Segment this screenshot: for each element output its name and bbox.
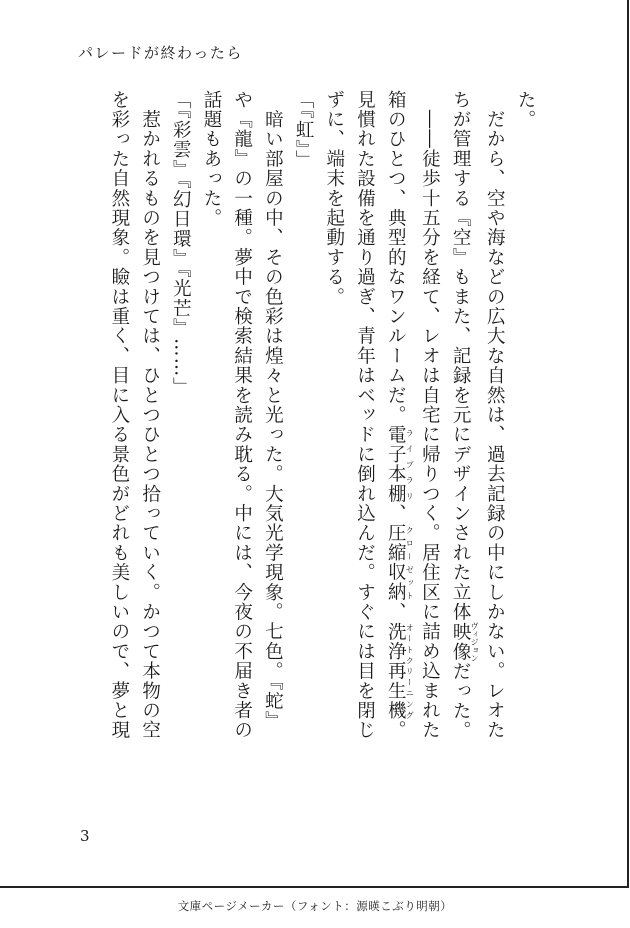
running-header-title: パレードが終わったら	[78, 44, 243, 62]
text-run: 箱のひとつ、典型的なワンルームだ。	[385, 90, 407, 425]
text-line	[257, 90, 288, 810]
text-run: 「『彩雲』『幻日環』『光芒』……」	[170, 90, 192, 398]
text-run: ――徒歩十五分を経て、レオは自宅に帰りつく。居住区に詰め込まれた	[419, 90, 441, 741]
ruby-base: 電子本棚	[385, 424, 407, 504]
text-run: た。	[515, 90, 536, 130]
text-run: 「『虹』」	[293, 90, 315, 170]
ruby-annotation	[385, 621, 415, 721]
text-line	[103, 90, 134, 810]
text-line	[287, 90, 318, 810]
text-run: 、	[385, 503, 407, 524]
ruby-reading: クローゼット	[405, 523, 415, 603]
text-line	[414, 90, 445, 810]
text-run: だった。	[450, 661, 472, 741]
text-line	[379, 90, 413, 810]
text-line	[509, 90, 540, 810]
text-line	[318, 90, 349, 810]
ruby-annotation	[385, 424, 415, 504]
text-line	[165, 90, 196, 810]
text-line	[134, 90, 165, 810]
text-run: や『龍』の一種。夢中で検索結果を読み耽る。中には、今夜の不届き者の	[231, 90, 253, 741]
text-run: 見慣れた設備を通り過ぎ、青年はベッドに倒れ込んだ。すぐには目を閉じ	[354, 90, 376, 741]
footer-credit: 文庫ページメーカー（フォント：源暎こぶり明朝）	[177, 899, 453, 913]
page-number: 3	[80, 827, 90, 845]
text-run: 、	[385, 602, 407, 622]
ruby-reading: ヴィジョン	[470, 621, 480, 662]
text-run: だから、空や海などの広大な自然は、過去記録の中にしかない。レオた	[484, 90, 506, 741]
ruby-reading: ライブラリ	[405, 424, 415, 504]
text-run: 。	[385, 720, 407, 741]
text-line	[479, 90, 510, 810]
text-run: ずに、端末を起動する。	[323, 90, 345, 307]
text-run: ちが管理する『空』もまた、記録を元にデザインされた立体	[450, 90, 472, 622]
body-text	[70, 90, 540, 810]
ruby-reading: オートクリーニング	[405, 621, 415, 721]
ruby-base: 映像	[450, 621, 472, 662]
text-line	[226, 90, 257, 810]
text-run: 暗い部屋の中、その色彩は煌々と光った。大気光学現象。七色。『蛇』	[262, 90, 284, 731]
text-run: を彩った自然現象。瞼は重く、目に入る景色がどれも美しいので、夢と現	[108, 90, 130, 741]
text-run: 話題もあった。	[200, 90, 222, 228]
ruby-annotation	[385, 523, 415, 603]
text-run: 惹かれるものを見つけては、ひとつひとつ拾っていく。かつて本物の空	[139, 90, 161, 741]
ruby-base: 洗浄再生機	[385, 621, 407, 721]
ruby-annotation	[450, 621, 480, 662]
text-line	[195, 90, 226, 810]
text-line	[444, 90, 478, 810]
text-line	[349, 90, 380, 810]
ruby-base: 圧縮収納	[385, 523, 407, 603]
